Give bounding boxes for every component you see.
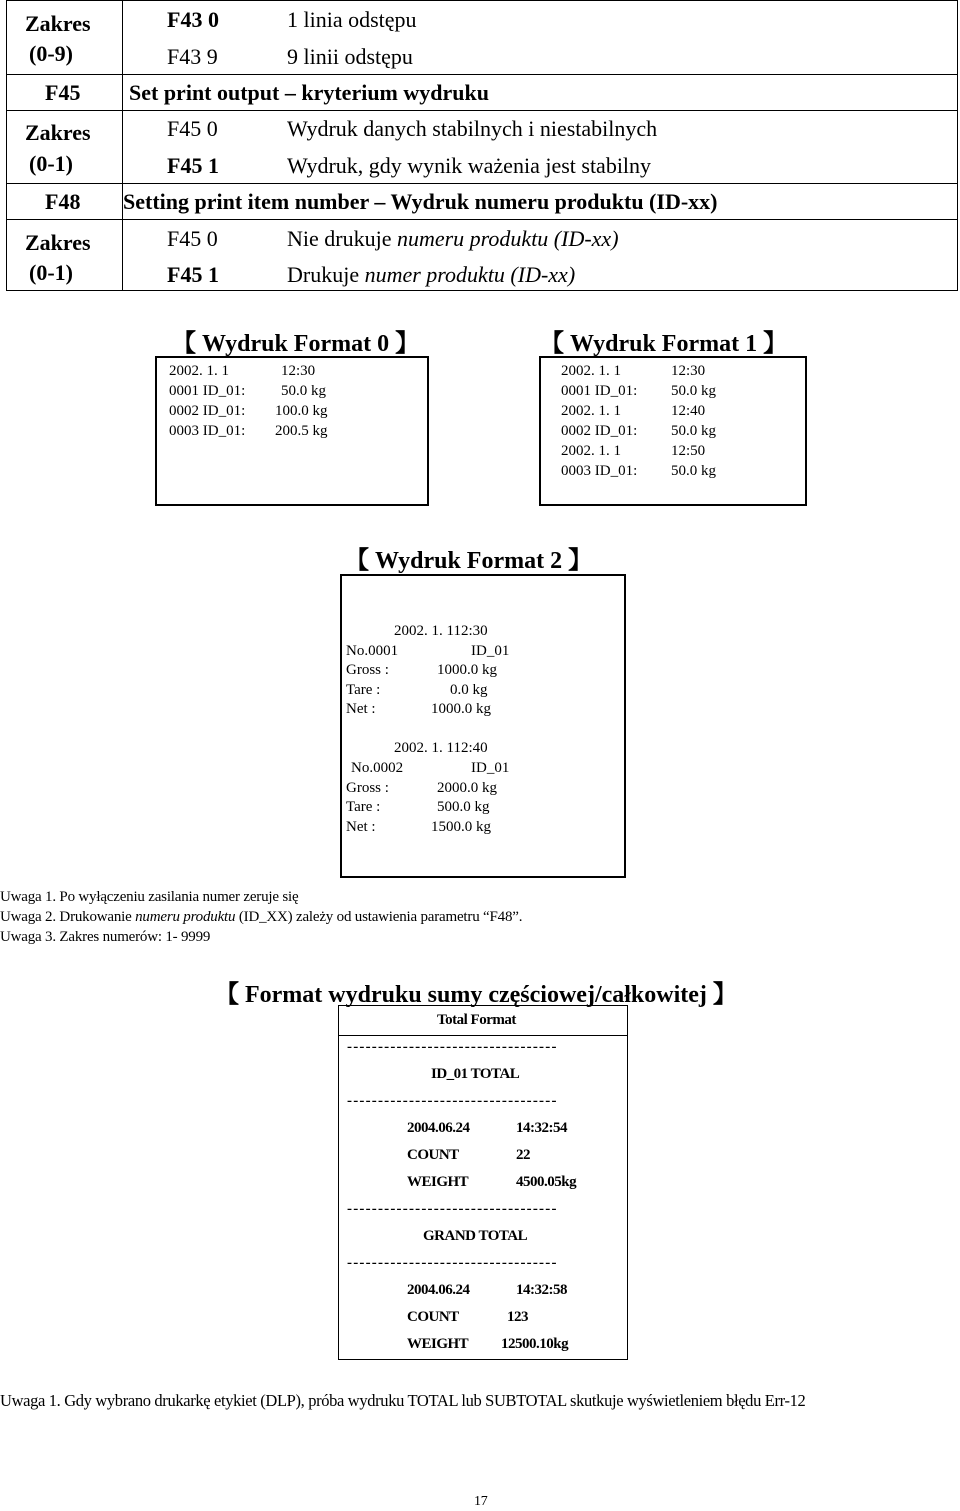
- range-value: (0-9): [29, 41, 73, 66]
- total-title: Total Format: [437, 1012, 516, 1028]
- param-desc: 1 linia odstępu: [287, 7, 417, 32]
- param-code: F45 0: [167, 226, 218, 251]
- print-line: 50.0 kg: [671, 423, 716, 439]
- print-line: Net :: [346, 701, 376, 717]
- param-code: F43 9: [167, 44, 218, 69]
- weight-label: WEIGHT: [407, 1336, 469, 1352]
- count-2: 123: [507, 1309, 528, 1325]
- dash-line: ----------------------------------: [347, 1201, 558, 1217]
- print-line: Tare :: [346, 799, 381, 815]
- print-line: No.0001: [346, 643, 399, 659]
- range-label: Zakres: [25, 230, 91, 255]
- print-line: 1000.0 kg: [437, 662, 497, 678]
- print-line: No.0002: [351, 760, 404, 776]
- time-2: 14:32:58: [516, 1282, 567, 1298]
- format2-box: [340, 574, 626, 878]
- print-line: 50.0 kg: [281, 383, 326, 399]
- range-value: (0-1): [29, 260, 73, 285]
- print-line: Net :: [346, 819, 376, 835]
- param-desc: 9 linii odstępu: [287, 44, 413, 69]
- print-line: 2002. 1. 1: [561, 443, 621, 459]
- print-line: 12:30: [281, 363, 316, 379]
- dash-line: ----------------------------------: [347, 1039, 558, 1055]
- page-number: 17: [474, 1494, 488, 1509]
- print-line: ID_01: [471, 760, 510, 776]
- total-header: 【 Format wydruku sumy częściowej/całkowitej 】: [215, 982, 737, 1008]
- print-line: 0001 ID_01:: [169, 383, 246, 399]
- print-line: 2002. 1. 1: [561, 363, 621, 379]
- date-2: 2004.06.24: [407, 1282, 470, 1298]
- format0-header: 【 Wydruk Format 0 】: [172, 331, 420, 357]
- param-desc: Wydruk danych stabilnych i niestabilnych: [287, 116, 658, 141]
- range-label: Zakres: [25, 120, 91, 145]
- count-label: COUNT: [407, 1309, 459, 1325]
- param-heading: Set print output – kryterium wydruku: [129, 80, 489, 105]
- total-format-table: [338, 1005, 628, 1360]
- dash-line: ----------------------------------: [347, 1255, 558, 1271]
- print-line: 2002. 1. 112:40: [394, 740, 488, 756]
- print-line: Tare :: [346, 682, 381, 698]
- table-divider: [7, 110, 957, 111]
- note-3: Uwaga 3. Zakres numerów: 1- 9999: [0, 929, 211, 945]
- print-line: 0002 ID_01:: [169, 403, 246, 419]
- param-desc: Nie drukuje numeru produktu (ID-xx): [287, 226, 619, 251]
- note-1: Uwaga 1. Po wyłączeniu zasilania numer zeruje się: [0, 889, 299, 905]
- param-code: F45 0: [167, 116, 218, 141]
- print-line: 1000.0 kg: [431, 701, 491, 717]
- weight-label: WEIGHT: [407, 1174, 469, 1190]
- range-label: Zakres: [25, 11, 91, 36]
- print-line: 2002. 1. 112:30: [394, 623, 488, 639]
- final-note: Uwaga 1. Gdy wybrano drukarkę etykiet (DLP), próba wydruku TOTAL lub SUBTOTAL skutkuje wyświetleniem błędu Err-12: [0, 1391, 806, 1410]
- id-total: ID_01 TOTAL: [431, 1066, 520, 1082]
- print-line: 0001 ID_01:: [561, 383, 638, 399]
- print-line: 12:50: [671, 443, 706, 459]
- print-line: Gross :: [346, 780, 389, 796]
- print-line: 100.0 kg: [275, 403, 328, 419]
- dash-line: ----------------------------------: [347, 1093, 558, 1109]
- time-1: 14:32:54: [516, 1120, 567, 1136]
- print-line: 200.5 kg: [275, 423, 328, 439]
- format1-header: 【 Wydruk Format 1 】: [540, 331, 788, 357]
- weight-2: 12500.10kg: [501, 1336, 569, 1352]
- print-line: 1500.0 kg: [431, 819, 491, 835]
- print-line: 12:30: [671, 363, 706, 379]
- format1-box: [539, 356, 807, 506]
- table-divider: [7, 219, 957, 220]
- weight-1: 4500.05kg: [516, 1174, 577, 1190]
- param-key: F48: [45, 189, 81, 214]
- table-divider: [7, 183, 957, 184]
- param-code: F43 0: [167, 7, 219, 32]
- note-2: Uwaga 2. Drukowanie numeru produktu (ID_XX) zależy od ustawienia parametru “F48”.: [0, 909, 523, 925]
- format2-header: 【 Wydruk Format 2 】: [345, 548, 593, 574]
- param-heading: Setting print item number – Wydruk numeru produktu (ID-xx): [123, 189, 718, 214]
- grand-total: GRAND TOTAL: [423, 1228, 528, 1244]
- parameter-table: [6, 0, 958, 291]
- print-line: 0002 ID_01:: [561, 423, 638, 439]
- format0-box: [155, 356, 429, 506]
- param-code: F45 1: [167, 153, 219, 178]
- param-key: F45: [45, 80, 81, 105]
- print-line: 2002. 1. 1: [169, 363, 229, 379]
- print-line: 50.0 kg: [671, 383, 716, 399]
- print-line: ID_01: [471, 643, 510, 659]
- table-divider: [339, 1035, 627, 1036]
- range-value: (0-1): [29, 151, 73, 176]
- param-desc: Drukuje numer produktu (ID-xx): [287, 262, 576, 287]
- date-1: 2004.06.24: [407, 1120, 470, 1136]
- print-line: 0003 ID_01:: [169, 423, 246, 439]
- print-line: 50.0 kg: [671, 463, 716, 479]
- count-1: 22: [516, 1147, 530, 1163]
- table-divider: [7, 74, 957, 75]
- print-line: Gross :: [346, 662, 389, 678]
- print-line: 12:40: [671, 403, 706, 419]
- print-line: 0003 ID_01:: [561, 463, 638, 479]
- count-label: COUNT: [407, 1147, 459, 1163]
- print-line: 2000.0 kg: [437, 780, 497, 796]
- param-code: F45 1: [167, 262, 219, 287]
- table-divider: [122, 1, 123, 290]
- param-desc: Wydruk, gdy wynik ważenia jest stabilny: [287, 153, 652, 178]
- print-line: 2002. 1. 1: [561, 403, 621, 419]
- print-line: 500.0 kg: [437, 799, 490, 815]
- print-line: 0.0 kg: [450, 682, 488, 698]
